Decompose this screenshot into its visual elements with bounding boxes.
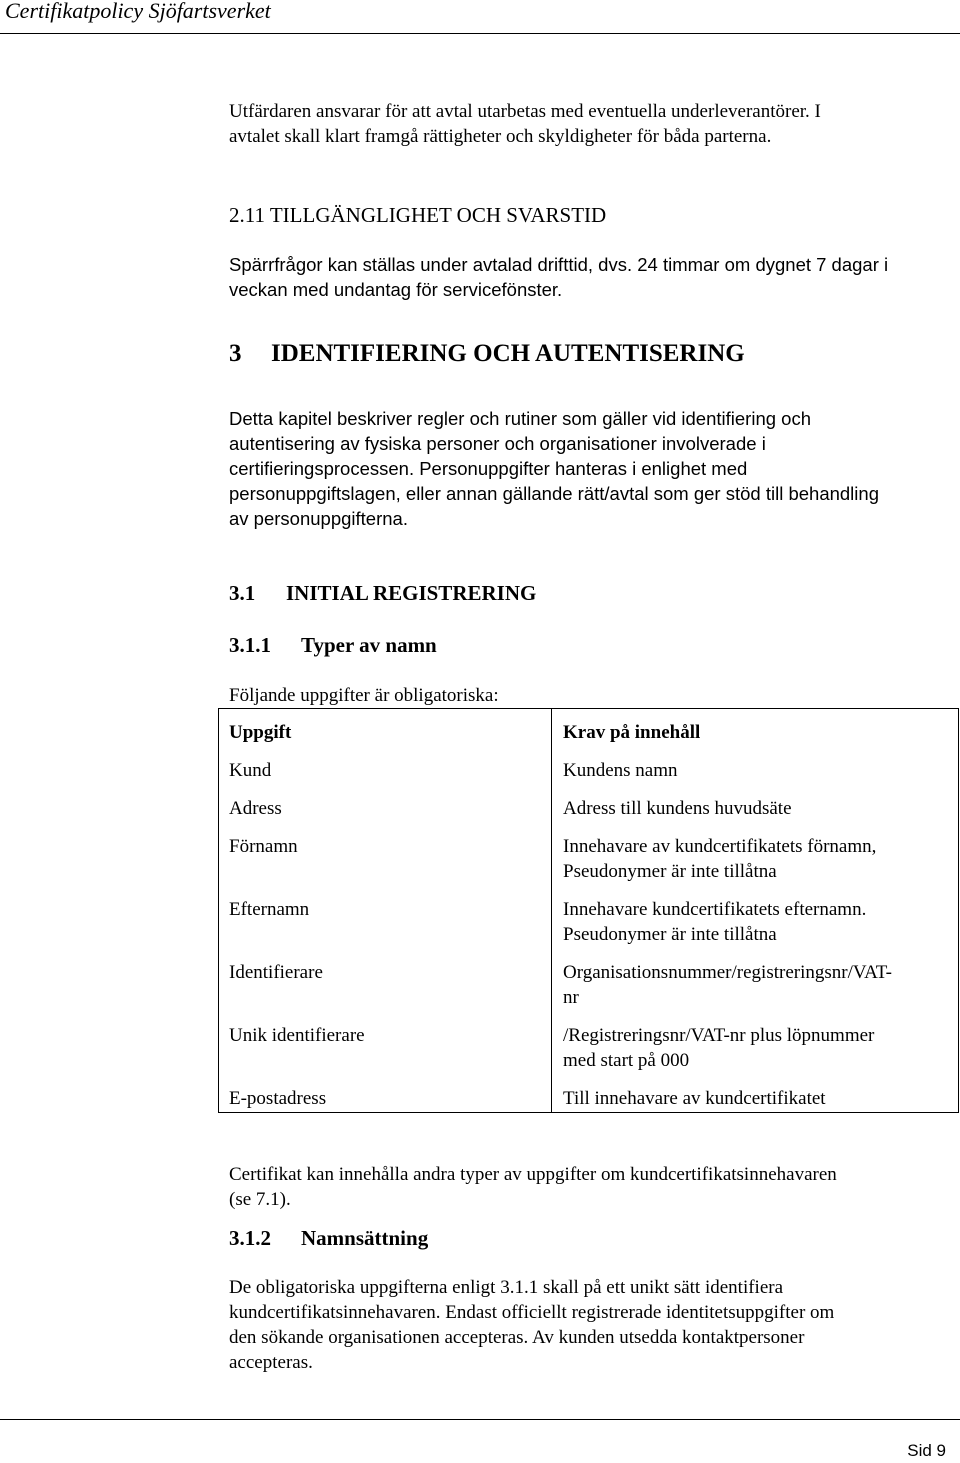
text-line: avtalet skall klart framgå rättigheter och skyldigheter för båda parterna. [229,126,772,147]
text-line: nr [563,987,579,1008]
section-number: 3 [229,340,242,367]
table-cell-requirement [563,834,876,884]
table-cell-requirement [563,796,792,821]
table-cell-field: Förnamn [229,836,298,857]
text-line: personuppgiftslagen, eller annan gällande rätt/avtal som ger stöd till behandling [229,483,879,504]
section-title: Namnsättning [301,1226,429,1250]
footer-divider [0,1419,960,1420]
text-line: Innehavare kundcertifikatets efternamn. [563,899,867,920]
text-line: Till innehavare av kundcertifikatet [563,1088,826,1109]
text-line: (se 7.1). [229,1189,291,1210]
text-line: veckan med undantag för servicefönster. [229,279,563,300]
table-cell-field: Efternamn [229,899,310,920]
text-line: accepteras. [229,1352,313,1373]
section-3-1-heading [229,579,536,607]
text-line: kundcertifikatsinnehavaren. Endast officiellt registrerade identitetsuppgifter om [229,1302,835,1323]
text-line: Följande uppgifter är obligatoriska: [229,685,499,706]
text-line: Kundens namn [563,760,678,781]
section-2-11-paragraph [229,252,929,302]
table-cell-requirement [563,758,678,783]
text-line: av personuppgifterna. [229,508,408,529]
table-cell-field: Adress [229,798,282,819]
text-line: Detta kapitel beskriver regler och rutiner som gäller vid identifiering och [229,408,811,429]
table-cell-requirement [563,960,892,1010]
section-number: 3.1.2 [229,1226,271,1250]
section-title: IDENTIFIERING OCH AUTENTISERING [271,340,745,367]
table-cell-field: Unik identifierare [229,1025,365,1046]
table-cell-requirement [563,1086,826,1111]
header-divider [0,33,960,34]
section-title: INITIAL REGISTRERING [286,581,537,605]
section-3-1-2-paragraph [229,1275,929,1375]
section-3-1-1-intro [229,683,929,708]
table-cell-field: Identifierare [229,962,323,983]
text-line: Innehavare av kundcertifikatets förnamn, [563,836,877,857]
text-line: med start på 000 [563,1050,690,1071]
after-table-paragraph [229,1162,929,1212]
section-number: 3.1 [229,581,256,605]
section-number: 3.1.1 [229,633,271,657]
text-line: Pseudonymer är inte tillåtna [563,861,777,882]
section-title: Typer av namn [301,633,437,657]
table-header-field: Uppgift [229,722,292,743]
section-3-1-2-heading [229,1224,428,1252]
table-header-requirement: Krav på innehåll [563,722,701,743]
text-line: Pseudonymer är inte tillåtna [563,924,777,945]
section-3-heading [229,338,745,370]
text-line: den sökande organisationen accepteras. Av kunden utsedda kontaktpersoner [229,1327,805,1348]
table-cell-field: E-postadress [229,1088,327,1109]
text-line: /Registreringsnr/VAT-nr plus löpnummer [563,1025,875,1046]
text-line: autentisering av fysiska personer och organisationer involverade i [229,433,766,454]
text-line: Organisationsnummer/registreringsnr/VAT- [563,962,892,983]
table-cell-requirement [563,897,866,947]
text-line: Adress till kundens huvudsäte [563,798,792,819]
text-line: Spärrfrågor kan ställas under avtalad drifttid, dvs. 24 timmar om dygnet 7 dagar i [229,254,889,275]
intro-paragraph [229,99,929,149]
text-line: Certifikat kan innehålla andra typer av uppgifter om kundcertifikatsinnehavaren [229,1164,837,1185]
table-column-divider [551,708,552,1113]
text-line: certifieringsprocessen. Personuppgifter hanteras i enlighet med [229,458,748,479]
section-3-paragraph [229,406,929,531]
text-line: Utfärdaren ansvarar för att avtal utarbetas med eventuella underleverantörer. I [229,101,821,122]
table-cell-requirement [563,1023,874,1073]
section-2-11-heading: 2.11 TILLGÄNGLIGHET OCH SVARSTID [229,203,607,227]
document-title: Certifikatpolicy Sjöfartsverket [5,0,271,23]
text-line: De obligatoriska uppgifterna enligt 3.1.1 skall på ett unikt sätt identifiera [229,1277,784,1298]
section-3-1-1-heading [229,631,437,659]
table-cell-field: Kund [229,760,272,781]
page-number: Sid 9 [907,1441,946,1460]
